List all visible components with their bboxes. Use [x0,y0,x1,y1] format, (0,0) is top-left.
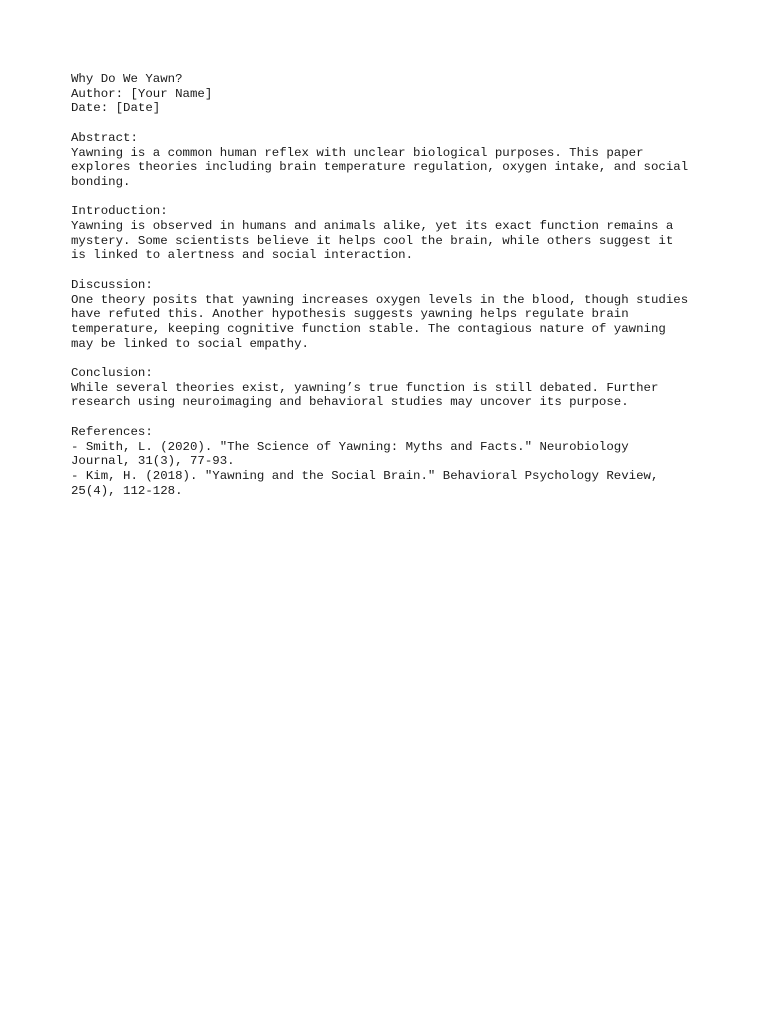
abstract-line: bonding. [71,174,131,189]
discussion-line: One theory posits that yawning increases oxygen levels in the blood, though studies [71,292,689,307]
introduction-line: Yawning is observed in humans and animals alike, yet its exact function remains a [71,219,674,233]
conclusion-line: While several theories exist, yawning’s true function is still debated. Further [71,380,659,395]
document-header [71,72,711,116]
reference-line: - Kim, H. (2018). "Yawning and the Social Brain." Behavioral Psychology Review, [71,468,659,483]
abstract-line: explores theories including brain temperature regulation, oxygen intake, and social [71,160,689,175]
introduction-line: mystery. Some scientists believe it helps cool the brain, while others suggest it [71,233,674,248]
discussion-line: may be linked to social empathy. [71,336,309,351]
reference-line: - Smith, L. (2020). "The Science of Yawning: Myths and Facts." Neurobiology [71,439,629,454]
reference-line: Journal, 31(3), 77-93. [71,454,235,469]
document-author: Author: [Your Name] [71,86,213,101]
introduction-section [71,204,711,263]
conclusion-heading: Conclusion: [71,366,153,380]
discussion-line: temperature, keeping cognitive function stable. The contagious nature of yawning [71,321,666,336]
document-title: Why Do We Yawn? [71,72,183,86]
references-heading: References: [71,424,153,439]
document-page [71,72,711,498]
introduction-heading: Introduction: [71,204,168,219]
abstract-section [71,131,711,190]
discussion-heading: Discussion: [71,277,153,292]
conclusion-section [71,366,711,410]
discussion-line: have refuted this. Another hypothesis suggests yawning helps regulate brain [71,307,629,322]
conclusion-line: research using neuroimaging and behavioral studies may uncover its purpose. [71,395,629,410]
reference-line: 25(4), 112-128. [71,483,183,498]
document-date: Date: [Date] [71,101,161,116]
discussion-section [71,278,711,352]
abstract-heading: Abstract: [71,130,138,145]
references-section [71,425,711,499]
introduction-line: is linked to alertness and social interaction. [71,248,414,263]
abstract-line: Yawning is a common human reflex with unclear biological purposes. This paper [71,145,644,160]
